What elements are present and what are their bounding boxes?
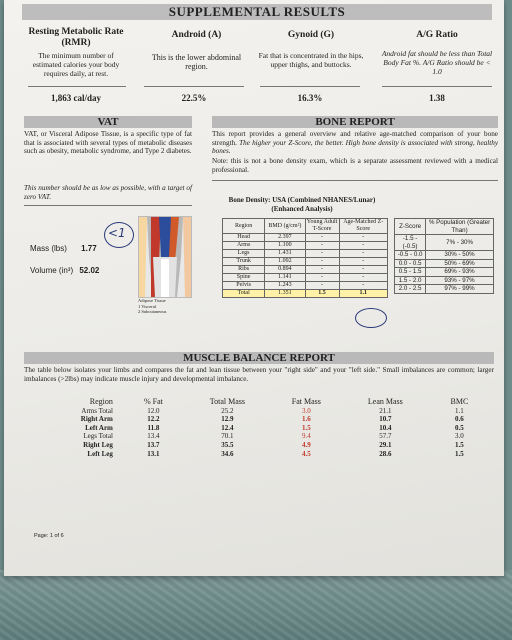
muscle-total-mass: 12.4 xyxy=(221,423,234,432)
bone-bmd: 1.243 xyxy=(265,282,305,290)
table-row xyxy=(223,242,388,250)
muscle-bmc: 0.5 xyxy=(455,423,464,432)
zscore-range: -1.5 - (-0.5) xyxy=(395,235,426,251)
rmr-rule xyxy=(28,86,126,87)
zscore-table-header xyxy=(395,219,494,235)
muscle-region: Arms Total xyxy=(81,406,113,415)
bone-report-description xyxy=(212,130,498,156)
bone-total-z-score: 1.1 xyxy=(339,290,387,298)
gynoid-title: Gynoid (G) xyxy=(287,30,335,40)
table-row xyxy=(24,415,494,424)
muscle-header-fat-mass: Fat Mass xyxy=(291,397,321,406)
population-range: 93% - 97% xyxy=(426,276,494,285)
muscle-lean-mass: 21.1 xyxy=(379,406,392,415)
bone-region: Arms xyxy=(223,242,265,250)
carpet-background xyxy=(0,570,512,640)
zscore-population-table xyxy=(394,218,494,294)
bone-t-score: - xyxy=(305,250,339,258)
muscle-region: Legs Total xyxy=(83,432,113,441)
zscore-range: 0.5 - 1.5 xyxy=(395,268,426,277)
bone-report-disclaimer: Note: this is not a bone density exam, which is a separate assessment reviewed with a medical professional. xyxy=(212,157,498,174)
bone-region: Spine xyxy=(223,274,265,282)
vat-volume-value: 52.02 xyxy=(79,266,100,275)
bone-density-table-title: Bone Density: USA (Combined NHANES/Lunar) (Enhanced Analysis) xyxy=(228,196,376,213)
muscle-total-mass: 12.9 xyxy=(221,415,234,424)
muscle-total-mass: 35.5 xyxy=(221,440,234,449)
muscle-region: Right Arm xyxy=(80,415,113,424)
gynoid-rule xyxy=(260,86,360,87)
bone-report-banner: BONE REPORT xyxy=(212,116,498,128)
bone-bmd: 1.100 xyxy=(265,242,305,250)
handwritten-note: <1 xyxy=(108,226,126,240)
bone-t-score: - xyxy=(305,266,339,274)
table-row xyxy=(395,268,494,277)
muscle-fat-mass: 4.9 xyxy=(301,440,311,449)
muscle-fat-pct: 13.4 xyxy=(147,432,160,441)
muscle-region: Left Arm xyxy=(85,423,113,432)
bone-header-bmd: BMD (g/cm²) xyxy=(265,219,305,234)
vat-scan-graphic xyxy=(139,217,191,297)
table-row xyxy=(395,259,494,268)
table-row xyxy=(24,424,494,433)
bone-region: Ribs xyxy=(223,266,265,274)
bone-total-row xyxy=(223,290,388,298)
bone-region: Head xyxy=(223,234,265,242)
supplemental-results-banner: SUPPLEMENTAL RESULTS xyxy=(22,4,492,20)
vat-target-note: This number should be as low as possible, with a target of zero VAT. xyxy=(24,184,192,201)
bone-region: Legs xyxy=(223,250,265,258)
handwritten-circle-zscore xyxy=(355,308,387,328)
population-range: 7% - 30% xyxy=(426,235,494,251)
population-header: % Population (Greater Than) xyxy=(426,219,494,235)
bone-bmd: 1.092 xyxy=(265,258,305,266)
bone-t-score: - xyxy=(305,258,339,266)
bone-header-z-score: Age-Matched Z-Score xyxy=(339,219,387,234)
bone-z-score: - xyxy=(339,274,387,282)
table-row xyxy=(24,441,494,450)
muscle-bmc: 1.5 xyxy=(455,449,464,458)
vat-legend-subcutaneous: 2 Subcutaneous xyxy=(138,309,167,314)
bone-density-table xyxy=(222,218,388,298)
vat-mass-row xyxy=(30,244,97,253)
muscle-total-mass: 70.1 xyxy=(221,432,234,441)
ag-ratio-title: A/G Ratio xyxy=(416,30,458,40)
vat-rule xyxy=(24,205,192,206)
report-page xyxy=(4,0,504,576)
muscle-region: Right Leg xyxy=(83,440,113,449)
table-row xyxy=(395,276,494,285)
muscle-bmc: 1.1 xyxy=(455,406,464,415)
zscore-range: 0.0 - 0.5 xyxy=(395,259,426,268)
bone-report-text: This report provides a general overview and relative age-matched comparison of your bone strength. xyxy=(212,130,498,147)
muscle-bmc: 3.0 xyxy=(455,432,464,441)
table-row xyxy=(24,432,494,441)
vat-scan-image xyxy=(138,216,192,298)
muscle-region: Left Leg xyxy=(87,449,113,458)
muscle-bmc: 0.6 xyxy=(455,415,464,424)
muscle-balance-description: The table below isolates your limbs and compares the fat and lean tissue between your "right side" and your "left side." Small imbalances are common; larger imbalances (>2lbs) may indicate muscle injury and developmental imbalance. xyxy=(24,366,494,383)
table-row xyxy=(395,235,494,251)
vat-mass-value: 1.77 xyxy=(81,244,97,253)
vat-legend-title: Adipose Tissue xyxy=(138,298,166,303)
muscle-total-mass: 34.6 xyxy=(221,449,234,458)
vat-banner: VAT xyxy=(24,116,192,128)
table-row xyxy=(223,234,388,242)
bone-bmd: 1.141 xyxy=(265,274,305,282)
table-row xyxy=(223,266,388,274)
muscle-balance-table xyxy=(24,398,494,458)
table-row xyxy=(223,282,388,290)
gynoid-value: 16.3% xyxy=(297,93,323,103)
muscle-fat-pct: 11.8 xyxy=(147,423,160,432)
bone-z-score: - xyxy=(339,242,387,250)
bone-table-header xyxy=(223,219,388,234)
muscle-balance-banner: MUSCLE BALANCE REPORT xyxy=(24,352,494,364)
table-row xyxy=(223,250,388,258)
rmr-value: 1,863 cal/day xyxy=(50,93,101,103)
bone-z-score: - xyxy=(339,266,387,274)
muscle-fat-mass: 3.0 xyxy=(301,406,311,415)
table-row xyxy=(223,274,388,282)
muscle-header-fat-pct: % Fat xyxy=(143,397,163,406)
bone-t-score: - xyxy=(305,242,339,250)
bone-region: Trunk xyxy=(223,258,265,266)
muscle-lean-mass: 57.7 xyxy=(379,432,392,441)
gynoid-column xyxy=(256,30,366,69)
vat-description: VAT, or Visceral Adipose Tissue, is a specific type of fat that is associated with several types of metabolic diseases such as obesity, metabolic syndrome, and Type 2 diabetes. xyxy=(24,130,192,156)
bone-bmd: 2.397 xyxy=(265,234,305,242)
gynoid-description: Fat that is concentrated in the hips, upper thighs, and buttocks. xyxy=(258,51,364,69)
muscle-bmc: 1.5 xyxy=(455,440,464,449)
bone-total-t-score: 1.5 xyxy=(305,290,339,298)
muscle-fat-pct: 13.7 xyxy=(147,440,160,449)
ag-ratio-value: 1.38 xyxy=(429,93,445,103)
android-column xyxy=(144,30,249,71)
zscore-range: 1.5 - 2.0 xyxy=(395,276,426,285)
rmr-title: Resting Metabolic Rate (RMR) xyxy=(28,27,124,48)
ag-ratio-rule xyxy=(382,86,492,87)
muscle-fat-pct: 12.2 xyxy=(147,415,160,424)
rmr-description: The minimum number of estimated calories your body requires daily, at rest. xyxy=(32,51,120,78)
muscle-fat-pct: 13.1 xyxy=(147,449,160,458)
muscle-lean-mass: 10.4 xyxy=(379,423,392,432)
bone-bmd: 0.894 xyxy=(265,266,305,274)
vat-scan-legend xyxy=(138,298,198,315)
vat-mass-label: Mass (lbs) xyxy=(30,244,67,253)
bone-z-score: - xyxy=(339,234,387,242)
android-rule xyxy=(144,86,244,87)
population-range: 50% - 69% xyxy=(426,259,494,268)
zscore-range: 2.0 - 2.5 xyxy=(395,285,426,294)
android-value: 22.5% xyxy=(181,93,207,103)
muscle-fat-mass: 1.6 xyxy=(301,415,311,424)
bone-total-bmd: 1.351 xyxy=(265,290,305,298)
zscore-header: Z-Score xyxy=(395,219,426,235)
rmr-column xyxy=(26,27,126,78)
muscle-lean-mass: 29.1 xyxy=(379,440,392,449)
bone-header-t-score: Young Adult T-Score xyxy=(306,219,338,232)
population-range: 69% - 93% xyxy=(426,268,494,277)
population-range: 97% - 99% xyxy=(426,285,494,294)
muscle-fat-mass: 4.5 xyxy=(301,449,311,458)
muscle-lean-mass: 10.7 xyxy=(379,415,392,424)
bone-t-score: - xyxy=(305,282,339,290)
muscle-header-lean-mass: Lean Mass xyxy=(367,397,403,406)
bone-report-zscore-note: The higher your Z-Score, the better. High bone density is associated with strong, healthy bones. xyxy=(212,138,499,156)
bone-t-score: - xyxy=(305,274,339,282)
bone-region: Pelvis xyxy=(223,282,265,290)
page-number: Page: 1 of 6 xyxy=(34,533,64,539)
ag-ratio-description: Android fat should be less than Total Body Fat %. A/G Ratio should be < 1.0 xyxy=(381,49,493,76)
muscle-header-total-mass: Total Mass xyxy=(209,397,246,406)
muscle-lean-mass: 28.6 xyxy=(379,449,392,458)
bone-t-score: - xyxy=(305,234,339,242)
bone-bmd: 1.431 xyxy=(265,250,305,258)
muscle-total-mass: 25.2 xyxy=(221,406,234,415)
android-title: Android (A) xyxy=(171,30,222,40)
bone-z-score: - xyxy=(339,282,387,290)
table-row xyxy=(223,258,388,266)
vat-volume-row xyxy=(30,266,99,275)
muscle-fat-mass: 1.5 xyxy=(301,423,311,432)
table-row xyxy=(24,450,494,459)
muscle-header-region: Region xyxy=(89,397,113,406)
bone-total-region: Total xyxy=(223,290,265,298)
zscore-range: -0.5 - 0.0 xyxy=(395,251,426,260)
table-row xyxy=(395,285,494,294)
muscle-table-header xyxy=(24,398,494,407)
bone-header-region: Region xyxy=(223,219,265,234)
table-row xyxy=(24,407,494,416)
vat-volume-label: Volume (in³) xyxy=(30,266,74,275)
bone-z-score: - xyxy=(339,250,387,258)
table-row xyxy=(395,251,494,260)
muscle-fat-pct: 12.0 xyxy=(147,406,160,415)
vat-legend-visceral: 1 Visceral xyxy=(138,303,157,309)
population-range: 30% - 50% xyxy=(426,251,494,260)
android-description: This is the lower abdominal region. xyxy=(151,53,242,71)
ag-ratio-column xyxy=(378,30,496,76)
muscle-header-bmc: BMC xyxy=(450,397,469,406)
muscle-fat-mass: 9.4 xyxy=(301,432,311,441)
bone-report-rule xyxy=(212,180,498,181)
bone-z-score: - xyxy=(339,258,387,266)
